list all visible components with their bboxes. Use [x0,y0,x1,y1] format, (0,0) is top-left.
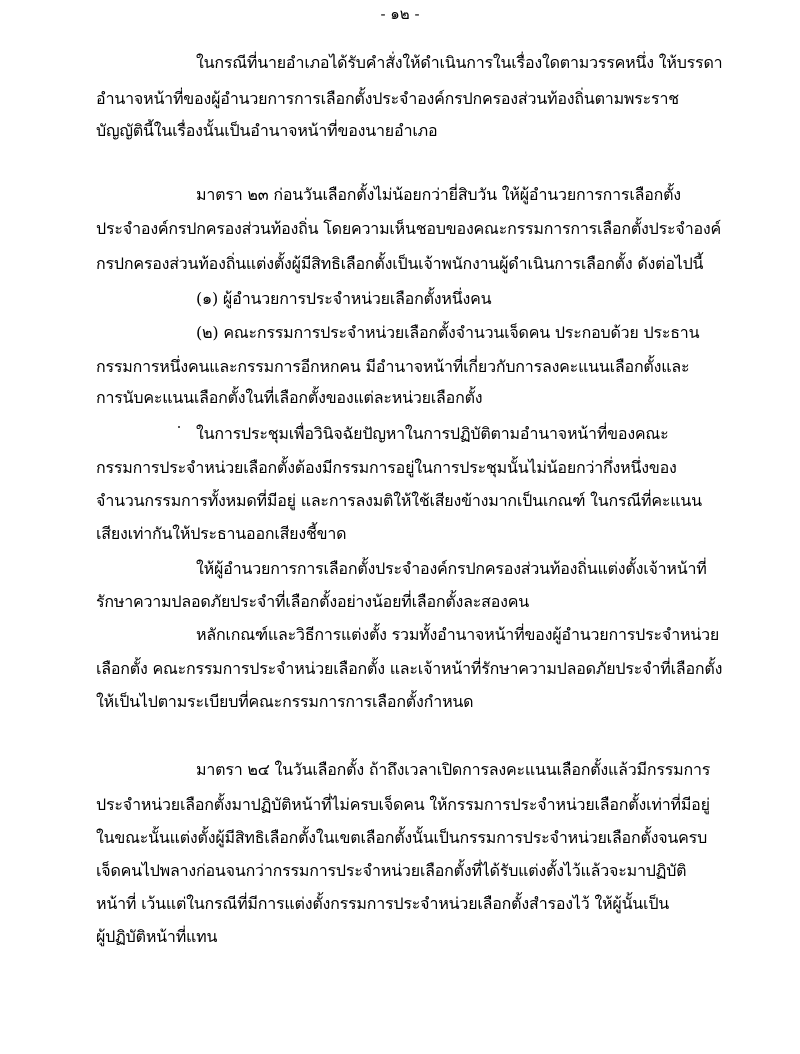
text-line: เสียงเท่ากันให้ประธานออกเสียงชี้ขาด [96,524,347,543]
text-line: ประจำหน่วยเลือกตั้งมาปฏิบัติหน้าที่ไม่ครบเจ็ดคน ให้กรรมการประจำหน่วยเลือกตั้งเท่าที่มีอยู่ [96,795,710,814]
list-item-1: (๑) ผู้อำนวยการประจำหน่วยเลือกตั้งหนึ่งคน [196,289,492,308]
text-line: กรรมการหนึ่งคนและกรรมการอีกหกคน มีอำนาจหน้าที่เกี่ยวกับการลงคะแนนเลือกตั้งและ [96,357,690,376]
text-line: อำนาจหน้าที่ของผู้อำนวยการการเลือกตั้งประจำองค์กรปกครองส่วนท้องถิ่นตามพระราช [96,89,679,108]
list-item-2: (๒) คณะกรรมการประจำหน่วยเลือกตั้งจำนวนเจ็ดคน ประกอบด้วย ประธาน [196,323,700,342]
text-line: เจ็ดคนไปพลางก่อนจนกว่ากรรมการประจำหน่วยเลือกตั้งที่ได้รับแต่งตั้งไว้แล้วจะมาปฏิบัติ [96,861,687,880]
text-line: ผู้ปฏิบัติหน้าที่แทน [96,927,218,946]
text-line: หลักเกณฑ์และวิธีการแต่งตั้ง รวมทั้งอำนาจหน้าที่ของผู้อำนวยการประจำหน่วย [196,625,720,644]
section-23-heading-line: มาตรา ๒๓ ก่อนวันเลือกตั้งไม่น้อยกว่ายี่สิบวัน ให้ผู้อำนวยการการเลือกตั้ง [196,185,681,204]
text-line: กรรมการประจำหน่วยเลือกตั้งต้องมีกรรมการอยู่ในการประชุมนั้นไม่น้อยกว่ากึ่งหนึ่งของ [96,458,677,477]
text-line: ประจำองค์กรปกครองส่วนท้องถิ่น โดยความเห็นชอบของคณะกรรมการการเลือกตั้งประจำองค์ [96,219,722,238]
text-line: การนับคะแนนเลือกตั้งในที่เลือกตั้งของแต่ละหน่วยเลือกตั้ง [96,388,483,407]
text-line: ให้เป็นไปตามระเบียบที่คณะกรรมการการเลือกตั้งกำหนด [96,692,474,711]
text-line: เลือกตั้ง คณะกรรมการประจำหน่วยเลือกตั้ง และเจ้าหน้าที่รักษาความปลอดภัยประจำที่เลือกตั้ง [96,659,723,678]
text-line: ในขณะนั้นแต่งตั้งผู้มีสิทธิเลือกตั้งในเขตเลือกตั้งนั้นเป็นกรรมการประจำหน่วยเลือกตั้งจนครบ [96,828,708,847]
text-line: กรปกครองส่วนท้องถิ่นแต่งตั้งผู้มีสิทธิเลือกตั้งเป็นเจ้าพนักงานผู้ดำเนินการเลือกตั้ง ดังต่อไปนี้ [96,254,704,273]
text-line: รักษาความปลอดภัยประจำที่เลือกตั้งอย่างน้อยที่เลือกตั้งละสองคน [96,592,529,611]
text-line: ในกรณีที่นายอำเภอได้รับคำสั่งให้ดำเนินการในเรื่องใดตามวรรคหนึ่ง ให้บรรดา [196,53,723,72]
text-line: ให้ผู้อำนวยการการเลือกตั้งประจำองค์กรปกครองส่วนท้องถิ่นแต่งตั้งเจ้าหน้าที่ [196,559,707,578]
text-line: หน้าที่ เว้นแต่ในกรณีที่มีการแต่งตั้งกรรมการประจำหน่วยเลือกตั้งสำรองไว้ ให้ผู้นั้นเป็น [96,894,670,913]
scan-speck [178,426,180,428]
text-line: จำนวนกรรมการทั้งหมดที่มีอยู่ และการลงมติให้ใช้เสียงข้างมากเป็นเกณฑ์ ในกรณีที่คะแนน [96,491,702,510]
section-24-heading-line: มาตรา ๒๔ ในวันเลือกตั้ง ถ้าถึงเวลาเปิดการลงคะแนนเลือกตั้งแล้วมีกรรมการ [196,760,711,779]
text-line: บัญญัตินี้ในเรื่องนั้นเป็นอำนาจหน้าที่ของนายอำเภอ [96,121,438,140]
text-line: ในการประชุมเพื่อวินิจฉัยปัญหาในการปฏิบัติตามอำนาจหน้าที่ของคณะ [196,424,669,443]
page-number: - ๑๒ - [380,5,420,23]
